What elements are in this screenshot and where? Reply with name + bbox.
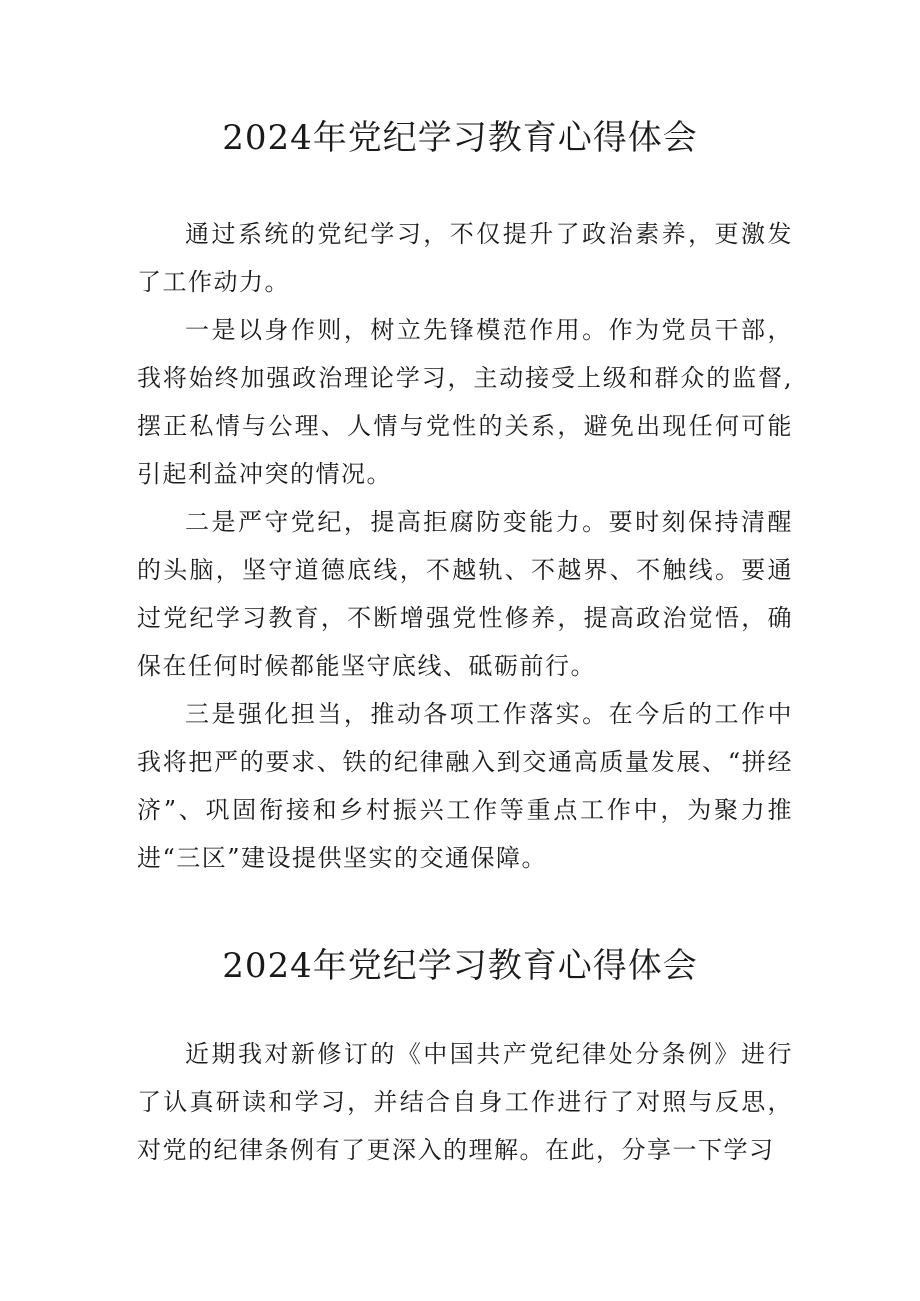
section1-paragraph-4: 三是强化担当，推动各项工作落实。在今后的工作中我将把严的要求、铁的纪律融入到交通高质量发展、“拼经济”、巩固衔接和乡村振兴工作等重点工作中，为聚力推进“三区”建设提供坚实的交通保障。	[137, 700, 793, 872]
section1-paragraph-2: 一是以身作则，树立先锋模范作用。作为党员干部，我将始终加强政治理论学习，主动接受上级和群众的监督,摆正私情与公理、人情与党性的关系，避免出现任何可能引起利益冲突的情况。	[137, 316, 793, 488]
section2-paragraph-1: 近期我对新修订的《中国共产党纪律处分条例》进行了认真研读和学习，并结合自身工作进行了对照与反思，对党的纪律条例有了更深入的理解。在此，分享一下学习	[137, 1040, 793, 1164]
section2-title: 2024年党纪学习教育心得体会	[222, 946, 698, 986]
section1-paragraph-1: 通过系统的党纪学习，不仅提升了政治素养，更激发了工作动力。	[137, 220, 793, 296]
section1-paragraph-3: 二是严守党纪，提高拒腐防变能力。要时刻保持清醒的头脑，坚守道德底线，不越轨、不越界、不触线。要通过党纪学习教育，不断增强党性修养，提高政治觉悟，确保在任何时候都能坚守底线、砥砺前行。	[137, 508, 793, 680]
section2-body	[137, 1030, 793, 1174]
section1-title: 2024年党纪学习教育心得体会	[222, 118, 698, 158]
section1-body	[137, 210, 793, 882]
